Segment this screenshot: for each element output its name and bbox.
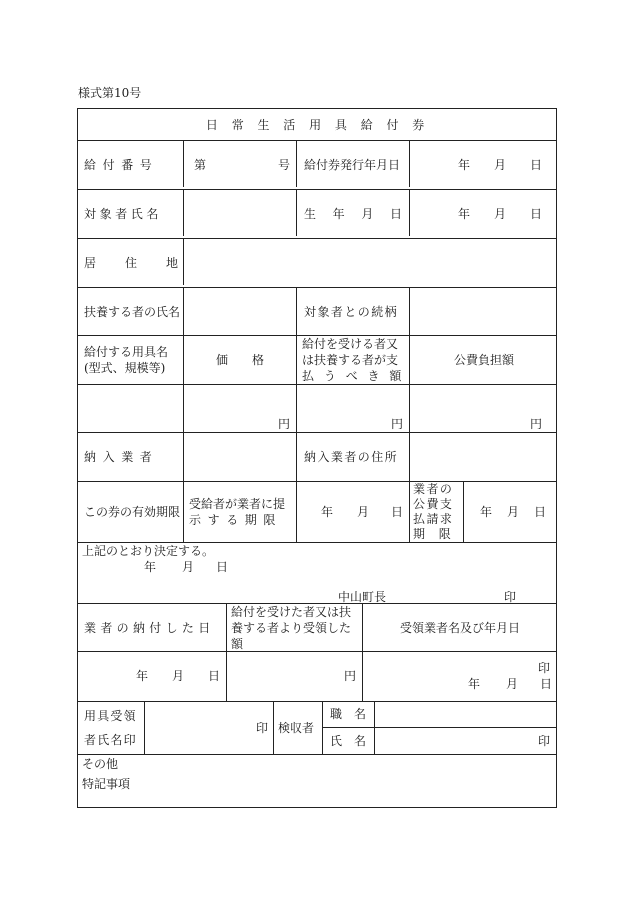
address-label (84, 256, 178, 271)
received-amount-label-2: 養する者より受領した (231, 621, 352, 635)
decision-text: 上記のとおり決定する。 (82, 544, 215, 558)
decision-day: 日 (216, 560, 229, 574)
birth-month: 月 (494, 207, 507, 221)
vendor-label: 納入業者 (84, 450, 159, 464)
form-title: 日常生活用具給付券 (205, 118, 439, 132)
claim-label-4: 期限 (413, 527, 465, 541)
col-divider (296, 140, 297, 187)
col-divider (296, 481, 297, 542)
payer-amount-label-3: 払うべき額 (302, 369, 412, 383)
claim-label-3: 払請求 (413, 512, 454, 526)
number-suffix: 号 (278, 158, 291, 172)
row-divider (78, 432, 556, 433)
received-yen: 円 (344, 669, 357, 683)
received-amount-label-1: 給付を受けた者又は扶 (231, 605, 352, 619)
col-divider (183, 432, 184, 481)
col-divider (362, 603, 363, 701)
receiver-label-1: 用具受領 (84, 709, 137, 723)
form-number: 様式第10号 (78, 86, 142, 100)
birth-year: 年 (458, 207, 471, 221)
col-divider (409, 140, 410, 187)
received-amount-label-3: 額 (231, 637, 244, 651)
price-yen: 円 (278, 417, 291, 431)
relation-label: 対象者との続柄 (304, 305, 399, 319)
row-divider (78, 189, 556, 190)
supporter-name-label: 扶養する者の氏名 (84, 305, 181, 319)
col-divider (183, 287, 184, 433)
item-name-label: 給付する用具名 (84, 345, 169, 359)
benefit-voucher-form (77, 108, 557, 808)
deadline-year: 年 (321, 505, 334, 519)
deadline-label-2: 示する期限 (189, 513, 283, 527)
issue-date-label: 給付券発行年月日 (304, 158, 401, 172)
col-divider (296, 287, 297, 433)
price-label: 価 格 (216, 353, 265, 367)
col-divider (144, 701, 145, 754)
decision-month: 月 (182, 560, 195, 574)
payer-yen: 円 (391, 417, 404, 431)
col-divider (409, 189, 410, 236)
delivery-month: 月 (172, 669, 185, 683)
birth-char: 生 (304, 207, 317, 221)
col-divider (374, 701, 375, 754)
birth-date-label (304, 207, 402, 222)
receipt-month: 月 (506, 677, 519, 691)
receipt-day: 日 (540, 677, 553, 691)
vendor-address-label: 納入業者の住所 (304, 450, 399, 464)
mayor-title: 中山町長 (338, 590, 387, 604)
inspector-seal: 印 (538, 734, 551, 748)
public-burden-label: 公費負担額 (454, 353, 515, 367)
deadline-month: 月 (357, 505, 370, 519)
address-char: 居 (84, 256, 97, 270)
receiver-seal: 印 (256, 721, 269, 735)
row-divider (78, 287, 556, 288)
col-divider (409, 287, 410, 433)
col-divider (273, 701, 274, 754)
claim-day: 日 (534, 505, 547, 519)
row-divider (78, 140, 556, 141)
claim-year: 年 (480, 505, 493, 519)
row-divider (78, 754, 556, 755)
col-divider (409, 432, 410, 481)
subject-name-label: 対象者氏名 (84, 207, 163, 221)
validity-label: この券の有効期限 (84, 505, 181, 519)
issue-day: 日 (530, 158, 543, 172)
row-divider (78, 481, 556, 482)
deadline-day: 日 (391, 505, 404, 519)
other-label: その他 (82, 757, 119, 771)
issue-month: 月 (494, 158, 507, 172)
claim-label-2: 公費支 (413, 497, 454, 511)
mayor-seal: 印 (504, 590, 517, 604)
delivery-year: 年 (136, 669, 149, 683)
payer-amount-label-1: 給付を受ける者又 (302, 337, 399, 351)
birth-char: 月 (361, 207, 374, 221)
delivery-date-label: 業者の納付した日 (84, 621, 215, 635)
row-divider (78, 701, 556, 702)
row-divider (78, 603, 556, 604)
delivery-day: 日 (208, 669, 221, 683)
payer-amount-label-2: は扶養する者が支 (302, 353, 399, 367)
col-divider (183, 189, 184, 236)
col-divider (409, 481, 410, 542)
public-yen: 円 (530, 417, 543, 431)
inspector-name-label: 氏 名 (330, 734, 367, 748)
col-divider (322, 701, 323, 754)
birth-day: 日 (530, 207, 543, 221)
issue-year: 年 (458, 158, 471, 172)
post-label: 職 名 (330, 707, 367, 721)
receipt-label: 受領業者名及び年月日 (400, 621, 521, 635)
row-divider (78, 651, 556, 652)
deadline-label-1: 受給者が業者に提 (189, 497, 286, 511)
row-divider (78, 335, 556, 336)
benefit-number-label: 給付番号 (84, 158, 159, 172)
decision-year: 年 (144, 560, 157, 574)
claim-label-1: 業者の (413, 482, 454, 496)
col-divider (183, 481, 184, 542)
col-divider (296, 432, 297, 481)
receipt-seal: 印 (538, 661, 551, 675)
birth-char: 日 (389, 207, 402, 221)
row-divider (78, 384, 556, 385)
address-char: 住 (124, 256, 137, 270)
col-divider (183, 140, 184, 187)
row-divider (322, 727, 556, 728)
col-divider (226, 603, 227, 701)
item-spec-label: (型式、規模等) (84, 361, 166, 375)
claim-month: 月 (507, 505, 520, 519)
birth-char: 年 (332, 207, 345, 221)
address-char: 地 (165, 256, 178, 270)
number-prefix: 第 (194, 158, 207, 172)
inspector-label: 検収者 (278, 721, 315, 735)
row-divider (78, 542, 556, 543)
col-divider (183, 238, 184, 285)
row-divider (78, 238, 556, 239)
special-notes-label: 特記事項 (82, 777, 131, 791)
receipt-year: 年 (468, 677, 481, 691)
receiver-label-2: 者氏名印 (84, 733, 137, 747)
col-divider (296, 189, 297, 236)
